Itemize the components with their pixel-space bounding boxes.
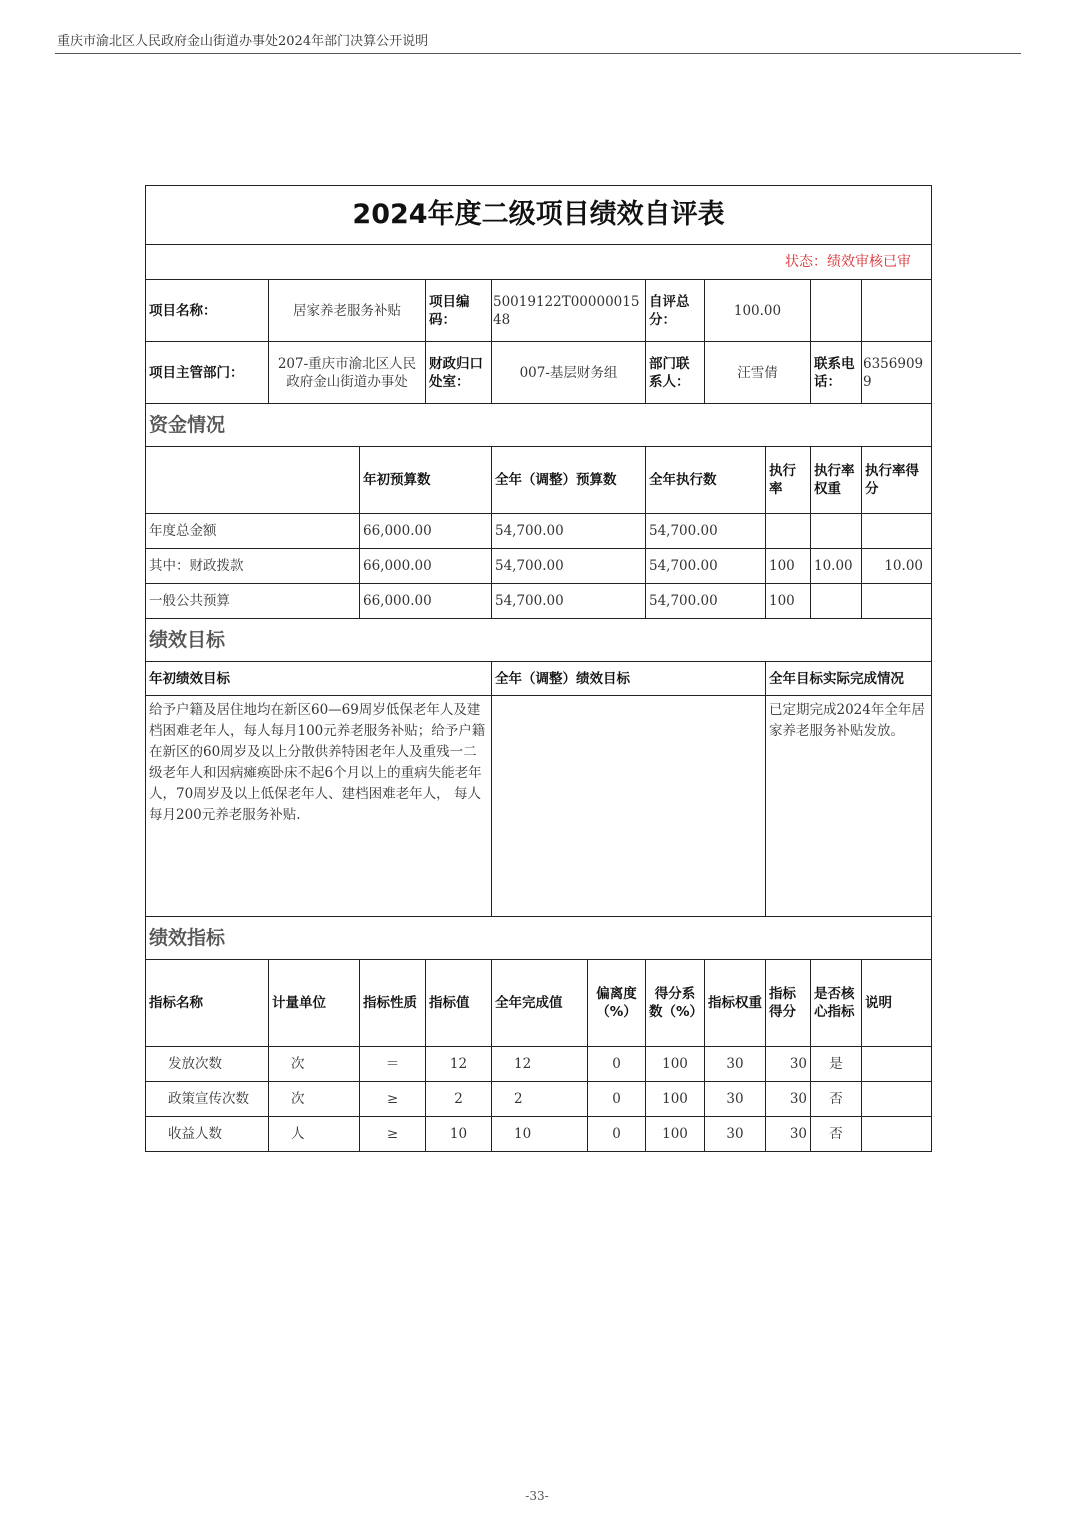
table-row: 收益人数 人 ≥ 10 10 0 100 30 30 否 — [146, 1117, 932, 1152]
ind-header-core: 是否核心指标 — [811, 960, 862, 1047]
dept-label: 项目主管部门： — [146, 342, 269, 404]
goal-header-adjusted: 全年（调整）绩效目标 — [492, 662, 766, 696]
form-title: 2024年度二级项目绩效自评表 — [146, 186, 932, 245]
table-row: 年度总金额 66,000.00 54,700.00 54,700.00 — [146, 514, 932, 549]
finance-office-label: 财政归口处室： — [426, 342, 492, 404]
table-row: 政策宣传次数 次 ≥ 2 2 0 100 30 30 否 — [146, 1082, 932, 1117]
project-name-label: 项目名称： — [146, 280, 269, 342]
indicators-section-title: 绩效指标 — [146, 917, 932, 960]
ind-header-nature: 指标性质 — [360, 960, 426, 1047]
ind-header-weight: 指标权重 — [705, 960, 766, 1047]
performance-evaluation-table — [145, 185, 932, 1152]
finance-office-value: 007-基层财务组 — [492, 342, 646, 404]
fund-header-weight: 执行率权重 — [811, 447, 862, 514]
ind-header-deviation: 偏离度（%） — [588, 960, 646, 1047]
dept-value: 207-重庆市渝北区人民政府金山街道办事处 — [269, 342, 426, 404]
fund-header-score: 执行率得分 — [862, 447, 932, 514]
initial-goal-text: 给予户籍及居住地均在新区60—69周岁低保老年人及建档困难老年人，每人每月100元养老服务补贴；给予户籍在新区的60周岁及以上分散供养特困老年人及重残一二级老年人和因病瘫痪卧床不起6个月以上的重病失能老年人，70周岁及以上低保老年人、建档困难老年人， 每人每月200元养老服务补贴. — [146, 696, 492, 917]
fund-header-rate: 执行率 — [766, 447, 811, 514]
actual-completion-text: 已定期完成2024年全年居家养老服务补贴发放。 — [766, 696, 932, 917]
phone-value: 63569099 — [862, 342, 932, 404]
goals-section-title: 绩效目标 — [146, 619, 932, 662]
goal-header-actual: 全年目标实际完成情况 — [766, 662, 932, 696]
phone-label: 联系电话： — [811, 342, 862, 404]
goal-header-initial: 年初绩效目标 — [146, 662, 492, 696]
ind-header-coef: 得分系数（%） — [646, 960, 705, 1047]
project-name-value: 居家养老服务补贴 — [269, 280, 426, 342]
project-code-label: 项目编码： — [426, 280, 492, 342]
self-score-value: 100.00 — [705, 280, 811, 342]
status-text: 状态：绩效审核已审 — [146, 245, 932, 280]
header-rule — [55, 53, 1021, 54]
table-row: 一般公共预算 66,000.00 54,700.00 54,700.00 100 — [146, 584, 932, 619]
adjusted-goal-text — [492, 696, 766, 917]
fund-header-adjusted: 全年（调整）预算数 — [492, 447, 646, 514]
ind-header-actual: 全年完成值 — [492, 960, 588, 1047]
contact-label: 部门联系人： — [646, 342, 705, 404]
project-code-value: 50019122T000000154​8 — [492, 280, 646, 342]
ind-header-name: 指标名称 — [146, 960, 269, 1047]
self-score-label: 自评总分： — [646, 280, 705, 342]
ind-header-target: 指标值 — [426, 960, 492, 1047]
ind-header-unit: 计量单位 — [269, 960, 360, 1047]
funds-section-title: 资金情况 — [146, 404, 932, 447]
table-row: 其中：财政拨款 66,000.00 54,700.00 54,700.00 100 10.00 10.00 — [146, 549, 932, 584]
table-row: 发放次数 次 ＝ 12 12 0 100 30 30 是 — [146, 1047, 932, 1082]
fund-header-executed: 全年执行数 — [646, 447, 766, 514]
ind-header-note: 说明 — [862, 960, 932, 1047]
page-number: -33- — [525, 1489, 549, 1503]
ind-header-score: 指标得分 — [766, 960, 811, 1047]
fund-header-initial: 年初预算数 — [360, 447, 492, 514]
contact-value: 汪雪倩 — [705, 342, 811, 404]
page-header: 重庆市渝北区人民政府金山街道办事处2024年部门决算公开说明 — [57, 34, 429, 49]
